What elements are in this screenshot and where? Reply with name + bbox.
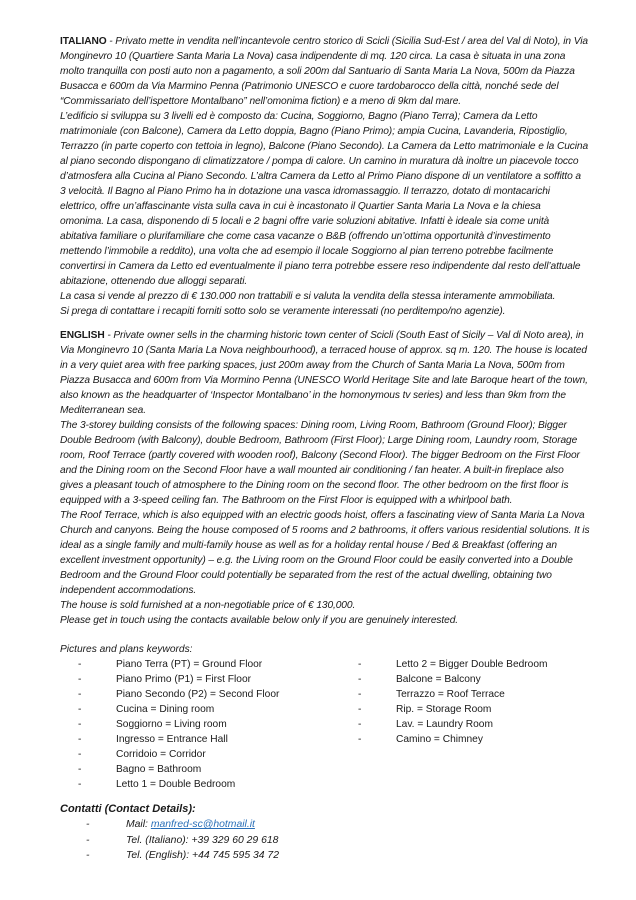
- italian-section: ITALIANO - Privato mette in vendita nell’incantevole centro storico di Scicli (Sicilia Sud-Est / area del Val di Noto), in Via Monginevro 10 (Quartiere Santa Maria La Nova) casa indipendente di mq. 120 circa. La casa è situata in una zona molto tranquilla con posti auto non a pagamento, a soli 200m dal Santuario di Santa Maria La Nova, 500m da Piazza Busacca e 600m da Via Marmino Penna (Patrimonio UNESCO e cuore tardobarocco della città, nonché sede del “Commissariato dell’ispettore Montalbano” nell’omonima fiction) e a meno di 9km dal mare. L’edificio si sviluppa su 3 livelli ed è composto da: Cucina, Soggiorno, Bagno (Piano Terra); Camera da Letto matrimoniale (con Balcone), Camera da Letto doppia, Bagno (Piano Primo); ampia Cucina, Lavanderia, Ripostiglio, Terrazzo (in parte coperto con tettoia in legno), Balcone (Piano Secondo). La Camera da Letto matrimoniale e la Cucina al piano secondo dispongano di climatizzatore / pompa di calore. Un camino in muratura dà inoltre un piacevole tocco d’atmosfera alla Cucina al Piano Secondo. L’altra Camera da Letto al Primo Piano dispone di un ventilatore a soffitto a 3 velocità. Il Bagno al Piano Primo ha in dotazione una vasca idromassaggio. Il terrazzo, dotato di montacarichi elettrico, offre un’affascinante vista sulla cava in cui è incastonato il Quartier Santa Maria La Nova e la chiesa omonima. La casa, disponendo di 5 locali e 2 bagni offre varie soluzioni abitative. Infatti è ideale sia come unità abitativa familiare o plurifamiliare che come casa vacanze o B&B (offrendo un’ottima opportunità d’investimento mettendo l’immobile a reddito), una volta che ad esempio il locale Soggiorno al pian terreno potrebbe facilmente convertirsi in Camera da Letto ed eventualmente il piano terra potrebbe essere reso indipendente dal resto dell’attuale abitazione, ottenendo due alloggi separati. La casa si vende al prezzo di € 130.000 non trattabili e si valuta la vendita della stessa interamente ammobiliata. Si prega di contattare i recapiti forniti sotto solo se veramente interessati (no perditempo/no agenzie).: [60, 36, 589, 317]
- email-link[interactable]: manfred-sc@hotmail.it: [150, 819, 255, 830]
- contacts-title: Contatti (Contact Details):: [60, 803, 196, 815]
- list-item: - Lav. = Laundry Room: [358, 719, 493, 730]
- list-item: - Bagno = Bathroom: [78, 764, 202, 775]
- italian-label: ITALIANO: [60, 36, 107, 47]
- list-item: - Balcone = Balcony: [358, 674, 481, 685]
- contact-tel-italian: - Tel. (Italiano): +39 329 60 29 618: [86, 834, 279, 846]
- list-item: - Cucina = Dining room: [78, 704, 215, 715]
- keywords-left-column: [78, 657, 279, 792]
- list-item: - Terrazzo = Roof Terrace: [358, 689, 505, 700]
- list-item: - Rip. = Storage Room: [358, 704, 492, 715]
- document-page: [60, 34, 590, 864]
- contact-tel-english: - Tel. (English): +44 745 595 34 72: [86, 850, 279, 861]
- list-item: - Letto 2 = Bigger Double Bedroom: [358, 659, 548, 670]
- list-item: - Letto 1 = Double Bedroom: [78, 779, 236, 790]
- list-item: - Piano Primo (P1) = First Floor: [78, 674, 252, 685]
- list-item: - Corridoio = Corridor: [78, 749, 206, 760]
- list-item: - Ingresso = Entrance Hall: [78, 734, 228, 745]
- keywords-list: [60, 657, 580, 792]
- list-item: - Soggiorno = Living room: [78, 719, 227, 730]
- english-label: ENGLISH: [60, 330, 105, 341]
- list-item: - Piano Secondo (P2) = Second Floor: [78, 689, 280, 700]
- list-item: - Camino = Chimney: [358, 734, 483, 745]
- list-item: - Piano Terra (PT) = Ground Floor: [78, 659, 263, 670]
- keywords-title: Pictures and plans keywords:: [60, 644, 193, 655]
- english-section: ENGLISH - Private owner sells in the charming historic town center of Scicli (South East of Sicily – Val di Noto area), in Via Monginevro 10 (Santa Maria La Nova neighbourhood), a terraced house of approx. sq m. 120. The house is located in a very quiet area with free parking spaces, just 200m away from the Church of Santa Maria La Nova, 500m from Piazza Busacca and 600m from Via Mormino Penna (UNESCO World Heritage Site and late Baroque heart of the town, also known as the headquarter of ‘Inspector Montalbano’ in the homonymous tv series) and less than 9km from the Mediterranean sea. The 3-storey building consists of the following spaces: Dining room, Living Room, Bathroom (Ground Floor); Bigger Double Bedroom (with Balcony), double Bedroom, Bathroom (First Floor); Large Dining room, Laundry room, Storage room, Roof Terrace (partly covered with wooden roof), Balcony (Second Floor). The bigger Bedroom on the First Floor and the Dining room on the Second Floor have a wall mounted air conditioning / fan heater. A built-in fireplace also gives a pleasant touch of atmosphere to the Dining room on the second floor. The other bedroom on the first floor is equipped with a 3-speed ceiling fan. The Bathroom on the First Floor is equipped with a whirlpool bath. The Roof Terrace, which is also equipped with an electric goods hoist, offers a fascinating view of Santa Maria La Nova Church and canyons. Being the house composed of 5 rooms and 2 bathrooms, it offers various residential solutions. It is ideal as a single family and multi-family house as well as for a holiday rental house / Bed & Breakfast (offering an excellent investment opportunity) – e.g. the Living room on the Ground Floor could be easily converted into a Double Bedroom and the Ground Floor could potentially be separated from the rest of the actual dwelling, obtaining two independent accommodations. The house is sold furnished at a non-negotiable price of € 130,000. Please get in touch using the contacts available below only if you are genuinely interested.: [60, 330, 590, 626]
- contact-mail: - Mail: manfred-sc@hotmail.it: [86, 819, 255, 830]
- keywords-right-column: [358, 657, 548, 747]
